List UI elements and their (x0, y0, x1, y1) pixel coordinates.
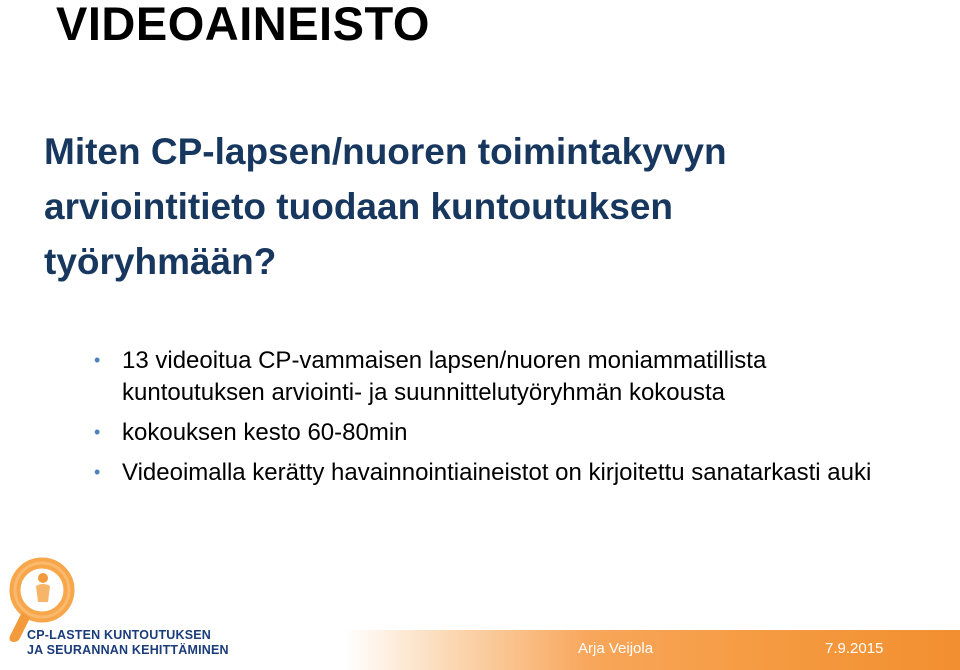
bullet-item-2: • kokouksen kesto 60-80min (94, 417, 894, 449)
slide-title: VIDEOAINEISTO (56, 0, 430, 50)
logo-text (27, 628, 229, 658)
bullet-list (94, 345, 894, 497)
footer-author: Arja Veijola (578, 640, 654, 657)
slide-subtitle: Miten CP-lapsen/nuoren toimintakyvyn arviointitieto tuodaan kuntoutuksen työryhmään? (44, 131, 727, 282)
footer-date: 7.9.2015 (825, 640, 884, 657)
bullet-item-1: • 13 videoitua CP-vammaisen lapsen/nuoren moniammatillista kuntoutuksen arviointi- ja suunnittelutyöryhmän kokousta (94, 345, 894, 409)
bullet-item-3: • Videoimalla kerätty havainnointiaineistot on kirjoitettu sanatarkasti auki (94, 457, 894, 489)
logo-text-line-1: CP-LASTEN KUNTOUTUKSEN (27, 628, 212, 642)
logo-text-line-2: JA SEURANNAN KEHITTÄMINEN (27, 643, 229, 657)
